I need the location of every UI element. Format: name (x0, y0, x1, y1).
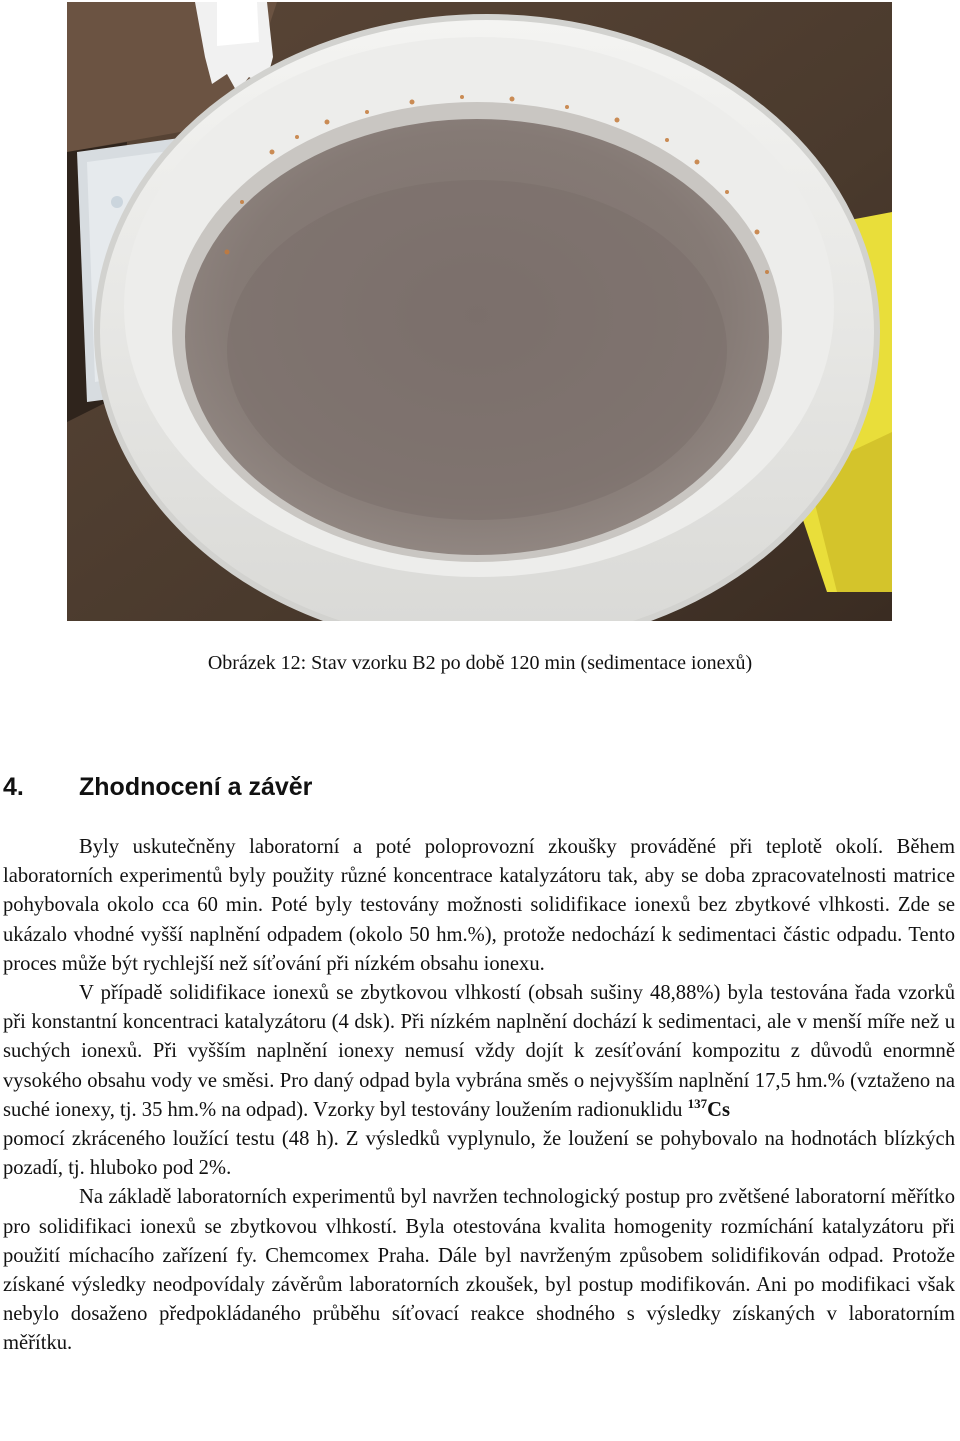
bucket-photo-illustration (67, 2, 892, 621)
paragraph-2-continued: pomocí zkráceného loužící testu (48 h). Z výsledků vyplynulo, že loužení se pohybovalo na hodnotách blízkých pozadí, tj. hluboko pod 2%. (3, 1128, 955, 1180)
paragraph-1: Byly uskutečněny laboratorní a poté poloprovozní zkoušky prováděné při teplotě okolí. Během laboratorních experimentů byly použity různé koncentrace katalyzátoru tak, aby se doba zpracovatelnosti matrice pohybovala okolo cca 60 min. Poté byly testovány možnosti solidifikace ionexů bez zbytkové vlhkosti. Zde se ukázalo vhodné vyšší naplnění odpadem (okolo 50 hm.%), protože nedochází k sedimentaci částic odpadu. Tento proces může být rychlejší než síťování při nízkém obsahu ionexu. (3, 836, 955, 975)
section-number: 4. (3, 773, 24, 801)
paragraph-2-text: V případě solidifikace ionexů se zbytkovou vlhkostí (obsah sušiny 48,88%) byla testována řada vzorků při konstantní koncentraci katalyzátoru (4 dsk). Při nízkém naplnění dochází k sedimentaci, ale v menší míře než u suchých ionexů. Při vyšším naplnění ionexy nemusí vždy dojít k zesíťování kompozitu z důvodů enormně vysokého obsahu vody ve směsi. Pro daný odpad byla vybrána směs o nejvyšším naplnění 17,5 hm.% (vztaženo na suché ionexy, tj. 35 hm.% na odpad). Vzorky byl testovány loužením radionuklidu (3, 982, 955, 1121)
paragraph-3: Na základě laboratorních experimentů byl navržen technologický postup pro zvětšené laboratorní měřítko pro solidifikaci ionexů se zbytkovou vlhkostí. Byla otestována kvalita homogenity rozmíchání katalyzátoru při použití míchacího zařízení fy. Chemcomex Praha. Dále byl navrženým způsobem solidifikován odpad. Protože získané výsledky neodpovídaly závěrům laboratorních zkoušek, byl postup modifikován. Ani po modifikaci však nebylo dosaženo předpokládaného průběhu síťovací reakce shodného s výsledky získaných v laboratorním měřítku. (3, 1186, 955, 1355)
isotope-symbol: Cs (707, 1098, 731, 1121)
section-heading (3, 770, 312, 804)
isotope-mass-number: 137 (687, 1095, 708, 1111)
body-text (3, 833, 955, 1359)
figure-caption: Obrázek 12: Stav vzorku B2 po době 120 min (sedimentace ionexů) (207, 652, 753, 674)
section-title: Zhodnocení a závěr (79, 773, 313, 801)
paragraph-2 (3, 979, 955, 1125)
sample-bucket-photo (67, 2, 892, 621)
